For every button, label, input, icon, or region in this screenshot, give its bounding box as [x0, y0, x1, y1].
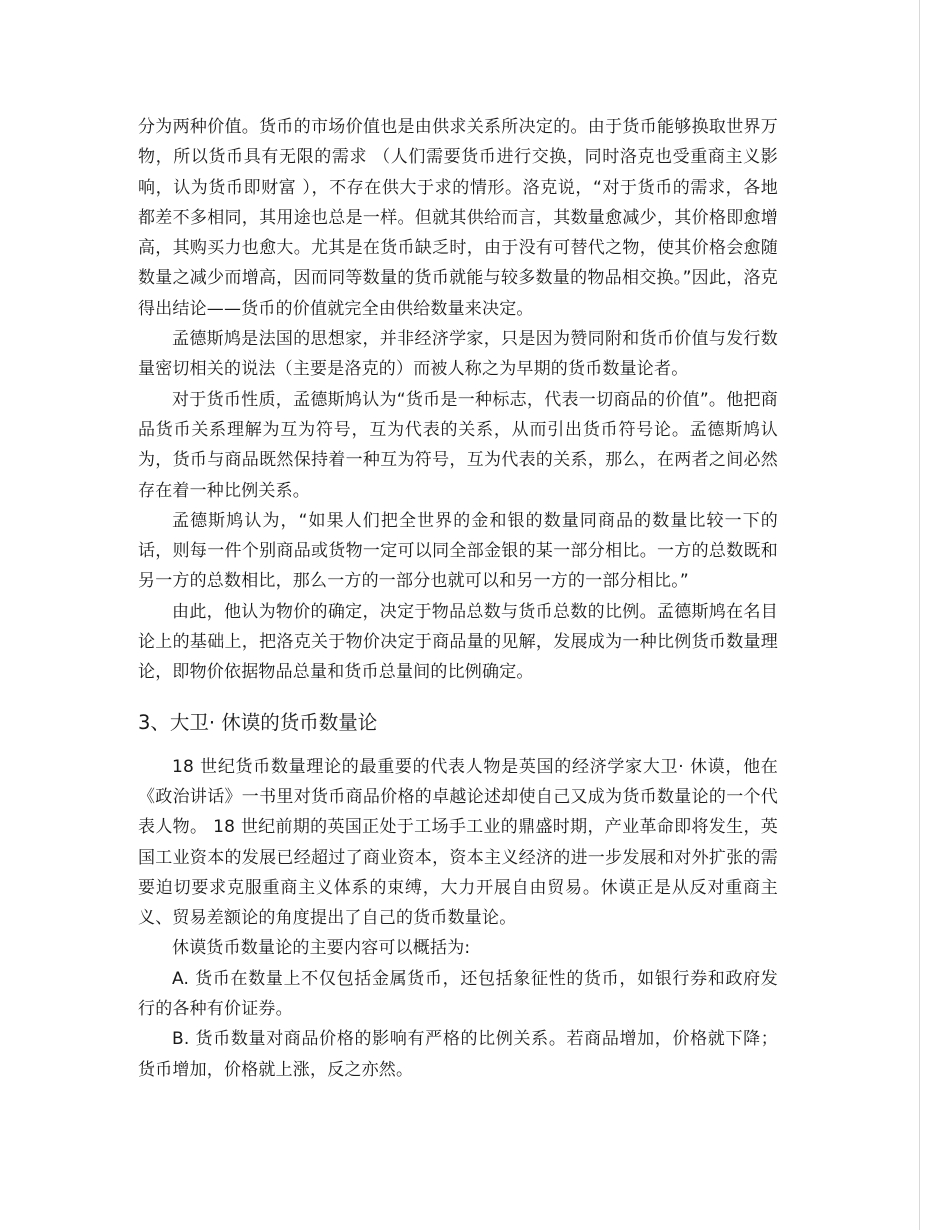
paragraph-montesquieu-money-nature: 对于货币性质，孟德斯鸠认为“货币是一种标志，代表一切商品的价值”。他把商品货币关系理解为互为符号，互为代表的关系，从而引出货币符号论。孟德斯鸠认为，货币与商品既然保持着一种互为符号，互为代表的关系，那么，在两者之间必然存在着一种比例关系。: [138, 389, 778, 501]
paragraph-montesquieu-conclusion: 由此，他认为物价的确定，决定于物品总数与货币总数的比例。孟德斯鸠在名目论上的基础上，把洛克关于物价决定于商品量的见解，发展成为一种比例货币数量理论，即物价依据物品总量和货币总量间的比例确定。: [138, 601, 778, 683]
page-edge-line: [919, 0, 920, 1230]
list-item-a: A. 货币在数量上不仅包括金属货币，还包括象征性的货币，如银行券和政府发行的各种有价证券。: [138, 968, 778, 1020]
paragraph-montesquieu-quote: 孟德斯鸠认为，“如果人们把全世界的金和银的数量同商品的数量比较一下的话，则每一件个别商品或货物一定可以同全部金银的某一部分相比。一方的总数既和另一方的总数相比，那么一方的一部分也就可以和另一方的一部分相比。”: [138, 510, 778, 592]
paragraph-hume-background: 18 世纪货币数量理论的最重要的代表人物是英国的经济学家大卫· 休谟，他在《政治讲话》一书里对货币商品价格的卓越论述却使自己又成为货币数量论的一个代表人物。 18 世纪前期的英国正处于工场手工业的鼎盛时期，产业革命即将发生，英国工业资本的发展已经超过了商业资本，资本主义经济的进一步发展和对外扩张的需要迫切要求克服重商主义体系的束缚，大力开展自由贸易。休谟正是从反对重商主义、贸易差额论的角度提出了自己的货币数量论。: [138, 756, 778, 929]
section-heading-hume: 3、大卫· 休谟的货币数量论: [138, 710, 378, 734]
paragraph-montesquieu-intro: 孟德斯鸠是法国的思想家，并非经济学家，只是因为赞同附和货币价值与发行数量密切相关的说法（主要是洛克的）而被人称之为早期的货币数量论者。: [138, 329, 778, 380]
document-body: [138, 112, 778, 1085]
paragraph-supply-demand-value: 分为两种价值。货币的市场价值也是由供求关系所决定的。由于货币能够换取世界万物，所以货币具有无限的需求 （人们需要货币进行交换，同时洛克也受重商主义影响，认为货币即财富 ），不存在供大于求的情形。洛克说，“对于货币的需求，各地都差不多相同，其用途也总是一样。但就其供给而言，其数量愈减少，其价格即愈增高，其购买力也愈大。尤其是在货币缺乏时，由于没有可替代之物，使其价格会愈随数量之减少而增高，因而同等数量的货币就能与较多数量的物品相交换。”因此，洛克得出结论——货币的价值就完全由供给数量来决定。: [138, 117, 778, 319]
paragraph-hume-summary-intro: 休谟货币数量论的主要内容可以概括为:: [172, 938, 471, 959]
list-item-b: B. 货币数量对商品价格的影响有严格的比例关系。若商品增加，价格就下降；货币增加，价格就上涨，反之亦然。: [138, 1029, 778, 1080]
